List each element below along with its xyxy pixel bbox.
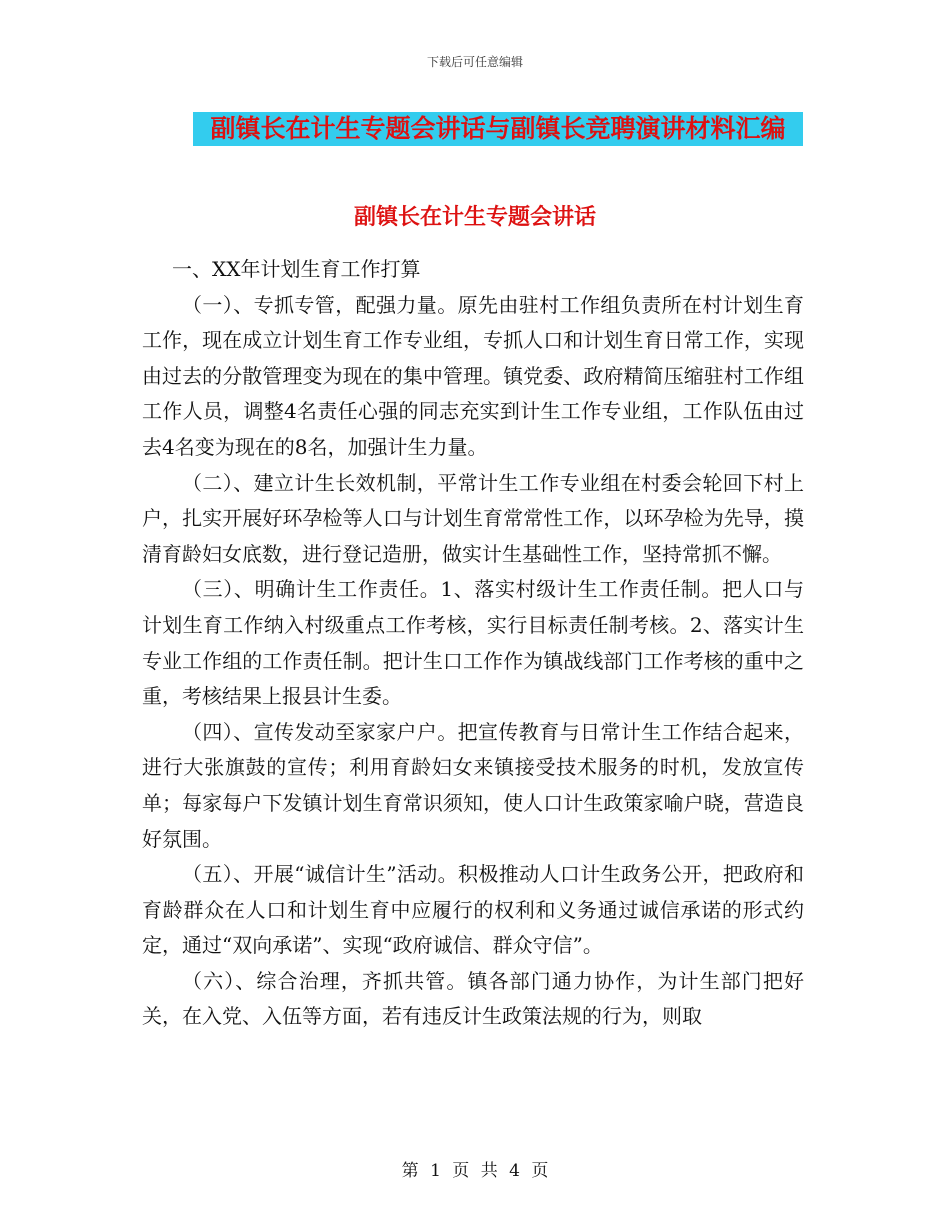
paragraph: （五）、开展“诚信计生”活动。积极推动人口计生政务公开，把政府和育龄群众在人口和计划生育中应履行的权利和义务通过诚信承诺的形式约定，通过“双向承诺”、实现“政府诚信、群众守信”。 [142, 862, 804, 958]
paragraph: （一）、专抓专管，配强力量。原先由驻村工作组负责所在村计划生育工作，现在成立计划生育工作专业组，专抓人口和计划生育日常工作，实现由过去的分散管理变为现在的集中管理。镇党委、政府精简压缩驻村工作组工作人员，调整4名责任心强的同志充实到计生工作专业组，工作队伍由过去4名变为现在的8名，加强计生力量。 [142, 292, 804, 459]
paragraph: （三）、明确计生工作责任。1、落实村级计生工作责任制。把人口与计划生育工作纳入村级重点工作考核，实行目标责任制考核。2、落实计生专业工作组的工作责任制。把计生口工作作为镇战线部门工作考核的重中之重，考核结果上报县计生委。 [142, 577, 804, 709]
paragraph: （六）、综合治理，齐抓共管。镇各部门通力协作，为计生部门把好关，在入党、入伍等方面，若有违反计生政策法规的行为，则取 [142, 968, 804, 1029]
document-sub-title: 副镇长在计生专题会讲话 [353, 205, 596, 230]
paragraph: （四）、宣传发动至家家户户。把宣传教育与日常计生工作结合起来，进行大张旗鼓的宣传；利用育龄妇女来镇接受技术服务的时机，发放宣传单；每家每户下发镇计划生育常识须知，使人口计生政策家喻户晓，营造良好氛围。 [142, 719, 804, 851]
document-main-title: 副镇长在计生专题会讲话与副镇长竞聘演讲材料汇编 [193, 112, 803, 146]
section-heading: 一、XX年计划生育工作打算 [172, 257, 421, 281]
paragraph: （二）、建立计生长效机制，平常计生工作专业组在村委会轮回下村上户，扎实开展好环孕检等人口与计划生育常常性工作，以环孕检为先导，摸清育龄妇女底数，进行登记造册，做实计生基础性工作，坚持常抓不懈。 [142, 470, 804, 566]
document-body [142, 252, 804, 1035]
header-note: 下载后可任意编辑 [426, 55, 523, 69]
page-footer: 第 1 页 共 4 页 [401, 1161, 549, 1181]
